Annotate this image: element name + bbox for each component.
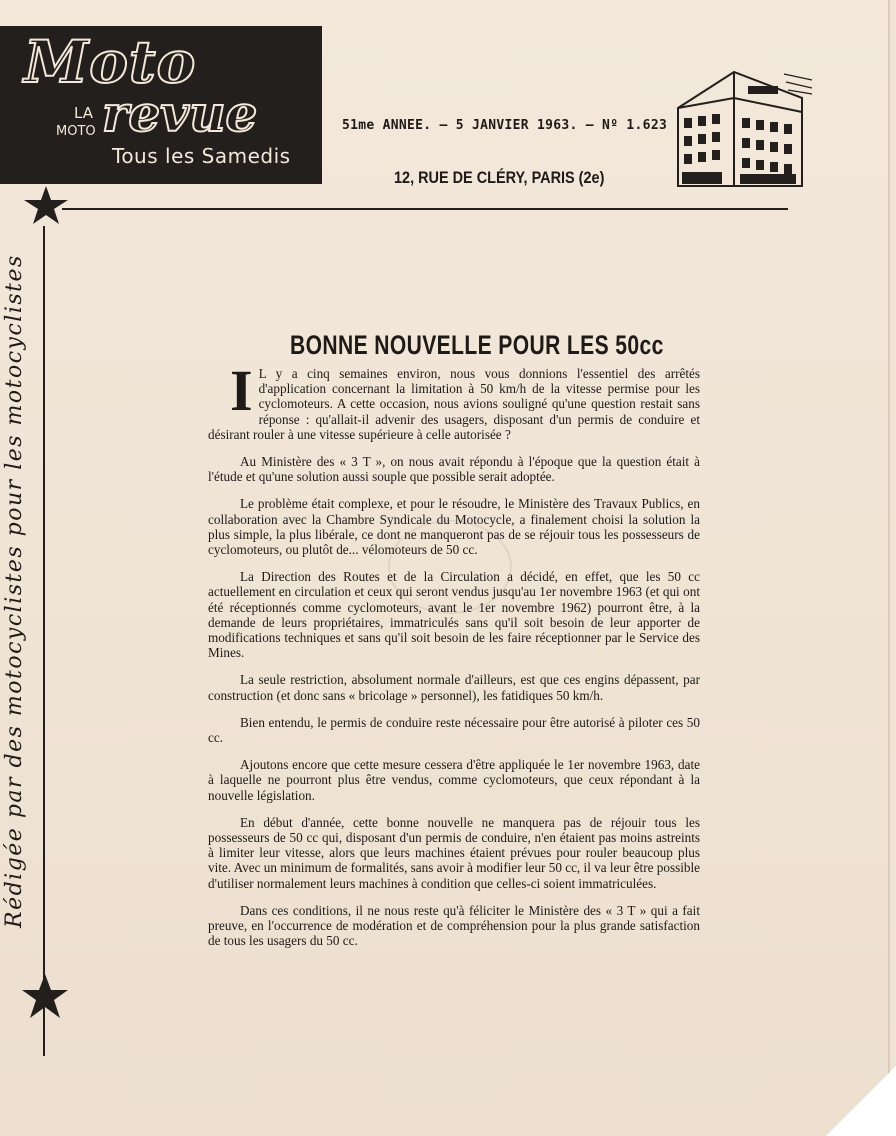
logo-moto: Moto <box>24 28 197 96</box>
building-illustration-icon <box>674 68 814 192</box>
issue-line: 51me ANNEE. — 5 JANVIER 1963. — Nº 1.623 <box>342 118 668 133</box>
logo-moto-small: MOTO <box>56 124 96 139</box>
article-paragraph: Dans ces conditions, il ne nous reste qu'à féliciter le Ministère des « 3 T » qui a fait preuve, en l'occurrence de modération et de compréhension pour la plus grande satisfaction de tous les usagers du 50 cc. <box>208 902 700 949</box>
article-paragraph: Le problème était complexe, et pour le résoudre, le Ministère des Travaux Publics, en collaboration avec la Chambre Syndicale du Motocycle, a finalement choisi la solution la plus simple, la plus libérale, ce dont ne manqueront pas de se réjouir tous les possesseurs de cyclomoteurs, ou plutôt de... vélomoteurs de 50 cc. <box>208 496 700 558</box>
article-paragraph: Ajoutons encore que cette mesure cessera d'être appliquée le 1er novembre 1963, date à laquelle ne pourront plus être vendus, comme cyclomoteurs, que ceux répondant à la nouvelle législation. <box>208 757 700 803</box>
star-icon <box>20 972 70 1020</box>
drop-cap: I <box>230 358 253 423</box>
side-rule <box>43 226 45 1056</box>
header-rule <box>62 208 788 210</box>
article-body <box>208 358 700 961</box>
logo-la: LA <box>74 104 93 122</box>
masthead-logo <box>0 26 322 184</box>
page-corner-fold <box>826 1066 896 1136</box>
article-paragraph: La seule restriction, absolument normale d'ailleurs, est que ces engins dépassent, par construction (et donc sans « bricolage » personnel), les fatidiques 50 km/h. <box>208 672 700 703</box>
article-paragraph: Au Ministère des « 3 T », on nous avait répondu à l'époque que la question était à l'étude et qu'une solution aussi souple que possible serait adoptée. <box>208 454 700 485</box>
sidebar-vertical-text: Rédigée par des motocyclistes pour les motocyclistes <box>2 254 27 928</box>
star-icon <box>22 184 70 226</box>
article-paragraph: En début d'année, cette bonne nouvelle ne manquera pas de réjouir tous les possesseurs de 50 cc qui, disposant d'un permis de conduire, n'en étaient pas moins astreints à limiter leur vitesse, alors que leurs machines étaient prévues pour rouler beaucoup plus vite. Avec un minimum de formalités, sans avoir à modifier leur 50 cc, il va leur être possible d'utiliser normalement leurs machines à condition que celles-ci soient immatriculées. <box>208 814 700 891</box>
logo-tagline: Tous les Samedis <box>112 144 291 168</box>
article-paragraph: La Direction des Routes et de la Circulation a décidé, en effet, que les 50 cc actuellement en circulation et ceux qui seront vendus jusqu'au 1er novembre 1963 (et qui ont été réceptionnés comme cyclomoteurs, avant le 1er novembre 1962) pourront être, à la demande de leurs propriétaires, immatriculés sans qu'il soit besoin de leur apporter de modifications techniques et sans qu'il soit besoin de les faire réceptionner par le Service des Mines. <box>208 569 700 661</box>
article-paragraph: Bien entendu, le permis de conduire reste nécessaire pour être autorisé à piloter ces 50 cc. <box>208 714 700 746</box>
address: 12, RUE DE CLÉRY, PARIS (2e) <box>394 168 605 187</box>
logo-revue: revue <box>102 84 258 143</box>
article-headline: BONNE NOUVELLE POUR LES 50cc <box>290 330 664 360</box>
article-paragraph: I L y a cinq semaines environ, nous vous donnions l'essentiel des arrêtés d'application concernant la limitation à 50 km/h de la vitesse permise pour les cyclomoteurs. A cette occasion, nous avions souligné qu'une question restait sans réponse : qu'allait-il advenir des usagers, disposant d'un permis de conduire et désirant rouler à une vitesse supérieure à celle autorisée ? <box>208 358 700 442</box>
